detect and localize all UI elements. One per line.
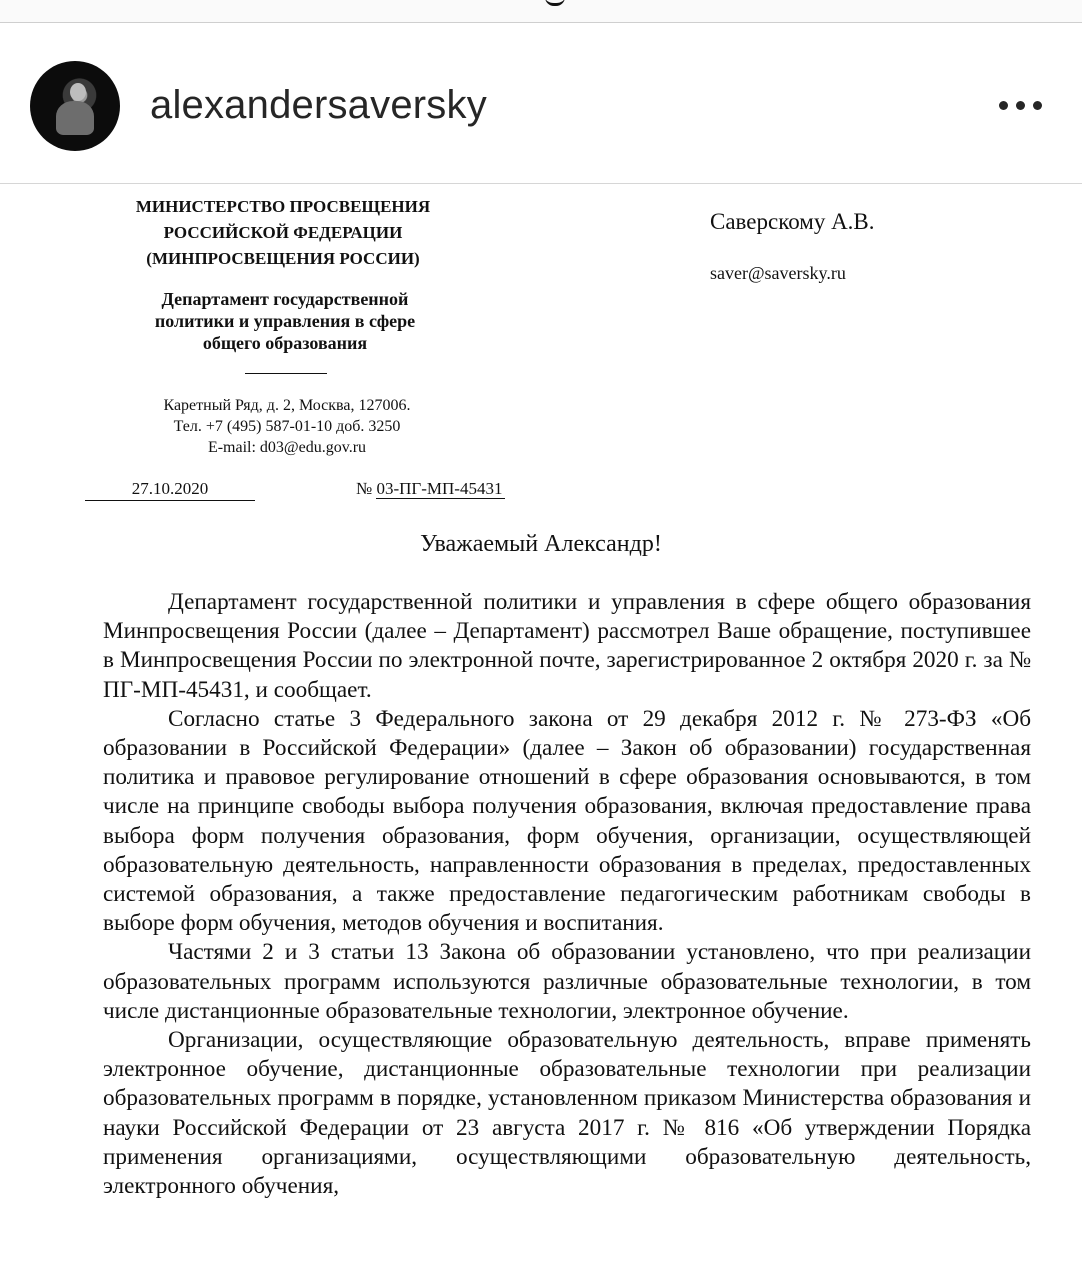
- recipient-name: Саверскому А.В.: [710, 209, 875, 234]
- body-paragraph: Частями 2 и 3 статьи 13 Закона об образовании установлено, что при реализации образовательных программ используются различные образовательные технологии, в том числе дистанционные образовательные технологии, электронное обучение.: [103, 939, 1031, 1024]
- avatar-figure: [56, 101, 94, 135]
- ministry-header: [88, 194, 478, 272]
- letter-number: [356, 479, 505, 499]
- recipient-email: saver@saversky.ru: [710, 263, 846, 283]
- post-header: [0, 23, 1082, 184]
- letter-date: 27.10.2020: [85, 479, 255, 501]
- ministry-line: РОССИЙСКОЙ ФЕДЕРАЦИИ: [163, 223, 403, 242]
- body-paragraph: Департамент государственной политики и управления в сфере общего образования Минпросвещения России (далее – Департамент) рассмотрел Ваше обращение, поступившее в Минпросвещения России по электронной почте, зарегистрированное 2 октября 2020 г. за № ПГ-МП-45431, и сообщает.: [103, 589, 1031, 703]
- more-options-button[interactable]: [990, 85, 1050, 125]
- number-label: №: [356, 479, 373, 498]
- sender-email: E-mail: d03@edu.gov.ru: [207, 439, 367, 456]
- avatar[interactable]: [30, 61, 120, 151]
- greeting: Уважаемый Александр!: [420, 531, 662, 557]
- sender-phone: Тел. +7 (495) 587-01-10 доб. 3250: [173, 418, 401, 435]
- top-bar: [0, 0, 1082, 23]
- sender-address: Каретный Ряд, д. 2, Москва, 127006.: [163, 397, 411, 414]
- more-horizontal-icon: [1033, 101, 1042, 110]
- date-number-line: [85, 479, 503, 499]
- department-header: [95, 288, 475, 354]
- cropped-title-glyph: [545, 0, 565, 6]
- ministry-line: (МИНПРОСВЕЩЕНИЯ РОССИИ): [146, 249, 420, 268]
- body-paragraph: Согласно статье 3 Федерального закона от 29 декабря 2012 г. № 273-ФЗ «Об образовании в Российской Федерации» (далее – Закон об образовании) государственная политика и правовое регулирование отношений в сфере образования основываются, в том числе на принципе свободы выбора получения образования, включая предоставление права выбора форм получения образования, форм обучения, организации, осуществляющей образовательную деятельность, направленности образования в пределах, предоставленных системой образования, а также предоставление педагогическим работникам свободы в выборе форм обучения, методов обучения и воспитания.: [103, 705, 1031, 937]
- ministry-line: МИНИСТЕРСТВО ПРОСВЕЩЕНИЯ: [135, 197, 431, 216]
- letter-image: [0, 184, 1082, 1280]
- more-horizontal-icon: [999, 101, 1008, 110]
- username-link[interactable]: alexandersaversky: [150, 83, 487, 127]
- avatar-head: [70, 83, 86, 101]
- more-horizontal-icon: [1016, 101, 1025, 110]
- header-divider: [245, 373, 327, 374]
- body-paragraph: Организации, осуществляющие образовательную деятельность, вправе применять электронное обучение, дистанционные образовательные технологии при реализации образовательных программ в порядке, установленном приказом Министерства образования и науки Российской Федерации от 23 августа 2017 г. № 816 «Об утверждении Порядка применения организациями, осуществляющими образовательную деятельность, электронного обучения,: [103, 1027, 1031, 1200]
- department-line: политики и управления в сфере: [154, 311, 416, 331]
- sender-contacts: [92, 395, 482, 458]
- department-line: общего образования: [202, 333, 368, 353]
- department-line: Департамент государственной: [161, 289, 409, 309]
- number-value: 03-ПГ-МП-45431: [376, 479, 505, 499]
- letter-body: [103, 588, 1031, 1201]
